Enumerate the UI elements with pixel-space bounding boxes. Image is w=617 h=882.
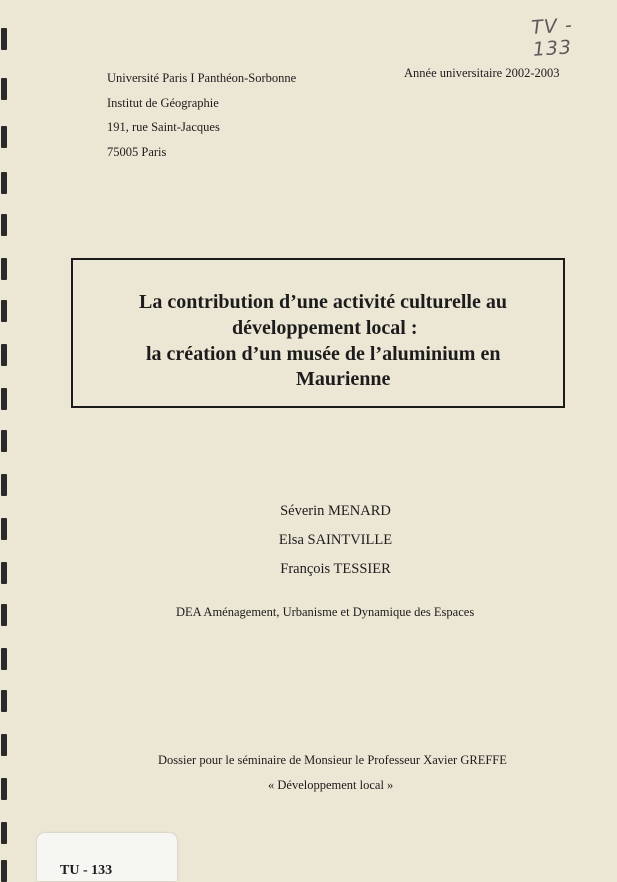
title-line-1: La contribution d’une activité culturelle au <box>139 291 507 313</box>
dossier-line: Dossier pour le séminaire de Monsieur le Professeur Xavier GREFFE <box>158 753 507 767</box>
title-line-2: développement local : <box>232 317 418 339</box>
spiral-binding <box>0 0 12 881</box>
university-name: Université Paris I Panthéon-Sorbonne <box>107 71 297 85</box>
shelf-label-text: TU - 133 <box>60 863 113 878</box>
institution-block <box>107 66 296 164</box>
author-name: Elsa SAINTVILLE <box>278 532 393 548</box>
title-line-3: la création d’un musée de l’aluminium en <box>146 343 501 365</box>
academic-year: Année universitaire 2002-2003 <box>404 66 560 80</box>
street-address: 191, rue Saint-Jacques <box>107 120 220 134</box>
title-line-4: Maurienne <box>296 368 391 390</box>
authors-list <box>0 497 617 584</box>
institute-name: Institut de Géographie <box>107 95 219 110</box>
author-name: François TESSIER <box>280 561 391 577</box>
title-box <box>71 258 565 408</box>
shelf-label <box>37 833 177 881</box>
program-name: DEA Aménagement, Urbanisme et Dynamique des Espaces <box>176 605 475 619</box>
city-address: 75005 Paris <box>107 144 167 159</box>
author-name: Séverin MENARD <box>280 503 391 519</box>
seminar-subject: « Développement local » <box>268 778 394 792</box>
handwritten-note: TV - 133 <box>530 14 574 61</box>
